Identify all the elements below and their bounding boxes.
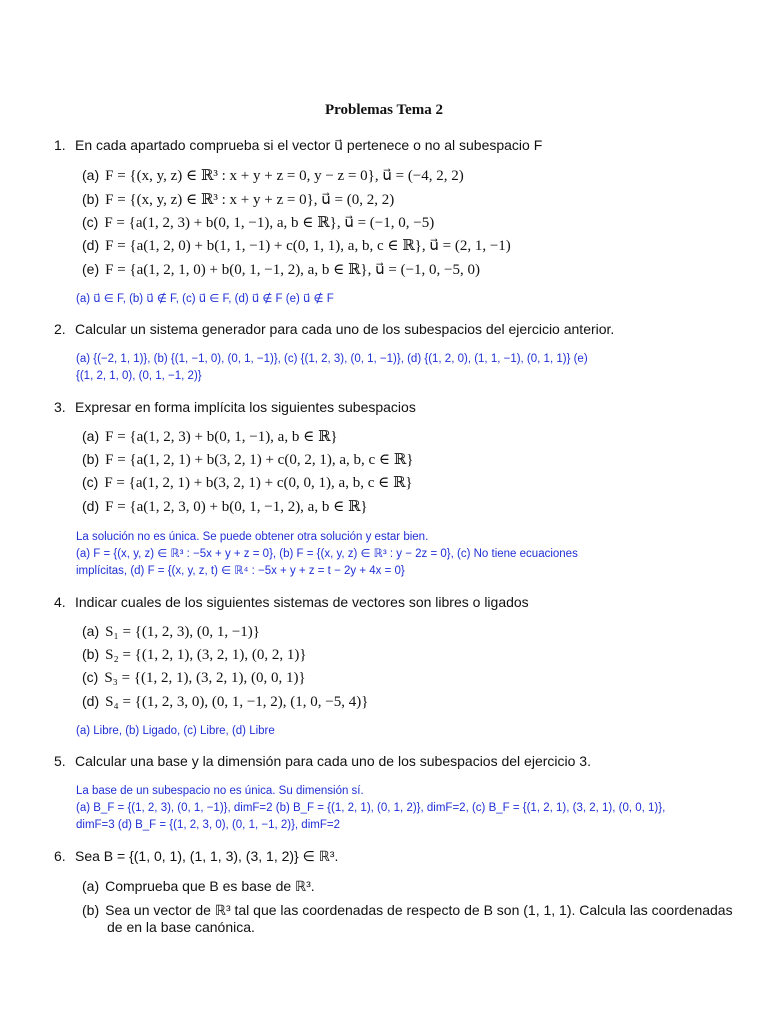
problem-statement: Expresar en forma implícita los siguientes subespacios xyxy=(75,399,416,415)
item-label: (e) xyxy=(82,261,100,277)
problem-4 xyxy=(54,593,734,611)
item-math: S₃ = {(1, 2, 1), (3, 2, 1), (0, 0, 1)} xyxy=(104,670,306,686)
problem-4-item-a xyxy=(82,622,742,641)
problem-2-solution xyxy=(76,351,736,385)
item-text: Comprueba que B es base de ℝ³. xyxy=(105,878,315,894)
solution-line: (a) Libre, (b) Ligado, (c) Libre, (d) Libre xyxy=(76,725,275,737)
solution-line: {(1, 2, 1, 0), (0, 1, −1, 2)} xyxy=(76,370,202,382)
item-text: Sea un vector de ℝ³ tal que las coordenadas de respecto de B son (1, 1, 1). Calcula las coordenadas xyxy=(105,902,733,918)
problem-5 xyxy=(54,752,734,770)
item-label: (b) xyxy=(82,451,100,467)
problem-4-solution xyxy=(76,723,736,740)
solution-line: (a) {(−2, 1, 1)}, (b) {(1, −1, 0), (0, 1, −1)}, (c) {(1, 2, 3), (0, 1, −1)}, (d) {(1, 2, 0), (1, 1, −1), (0, 1, 1)} (e) xyxy=(76,353,588,365)
solution-line: dimF=3 (d) B_F = {(1, 2, 3, 0), (0, 1, −1, 2)}, dimF=2 xyxy=(76,819,340,831)
problem-3-item-c xyxy=(82,473,742,492)
problem-3-solution xyxy=(76,529,736,580)
item-label: (d) xyxy=(82,498,100,514)
document-title: Problemas Tema 2 xyxy=(324,102,444,118)
problem-number: 4. xyxy=(54,594,66,610)
item-math: F = {a(1, 2, 1) + b(3, 2, 1) + c(0, 0, 1), a, b, c ∈ ℝ} xyxy=(104,475,413,491)
item-label: (a) xyxy=(82,623,100,639)
problem-6-item-b-continued xyxy=(107,918,767,936)
item-text: de en la base canónica. xyxy=(107,919,255,935)
item-math: F = {a(1, 2, 1) + b(3, 2, 1) + c(0, 2, 1), a, b, c ∈ ℝ} xyxy=(105,452,414,468)
problem-statement: Indicar cuales de los siguientes sistemas de vectores son libres o ligados xyxy=(75,594,529,610)
item-math: F = {a(1, 2, 0) + b(1, 1, −1) + c(0, 1, 1), a, b, c ∈ ℝ}, u⃗ = (2, 1, −1) xyxy=(105,238,511,254)
problem-6-item-a xyxy=(82,877,742,895)
problem-number: 1. xyxy=(54,137,66,153)
problem-4-item-b xyxy=(82,645,742,664)
item-math: F = {a(1, 2, 3) + b(0, 1, −1), a, b ∈ ℝ} xyxy=(105,429,338,445)
problem-1-item-b xyxy=(82,190,742,209)
item-math: F = {a(1, 2, 3) + b(0, 1, −1), a, b ∈ ℝ}, u⃗ = (−1, 0, −5) xyxy=(104,215,435,231)
problem-3 xyxy=(54,398,734,416)
problem-statement: En cada apartado comprueba si el vector u⃗ pertenece o no al subespacio F xyxy=(75,137,543,153)
item-math: S₂ = {(1, 2, 1), (3, 2, 1), (0, 2, 1)} xyxy=(105,647,307,663)
problem-5-solution xyxy=(76,783,736,834)
problem-2 xyxy=(54,320,734,338)
item-label: (a) xyxy=(82,878,100,894)
problem-number: 3. xyxy=(54,399,66,415)
solution-line: implícitas, (d) F = {(x, y, z, t) ∈ ℝ⁴ : −5x + y + z = t − 2y + 4x = 0} xyxy=(76,565,405,577)
solution-line: (a) F = {(x, y, z) ∈ ℝ³ : −5x + y + z = 0}, (b) F = {(x, y, z) ∈ ℝ³ : y − 2z = 0}, (c) No tiene ecuaciones xyxy=(76,548,578,560)
item-label: (d) xyxy=(82,693,100,709)
problem-1-item-a xyxy=(82,166,742,185)
item-math: S₁ = {(1, 2, 3), (0, 1, −1)} xyxy=(105,624,260,640)
item-math: F = {a(1, 2, 3, 0) + b(0, 1, −1, 2), a, b ∈ ℝ} xyxy=(105,499,368,515)
problem-4-item-c xyxy=(82,668,742,687)
solution-line: La solución no es única. Se puede obtener otra solución y estar bien. xyxy=(76,531,429,543)
problem-1-item-e xyxy=(82,260,742,279)
item-label: (a) xyxy=(82,428,100,444)
problem-number: 2. xyxy=(54,321,66,337)
problem-statement: Sea B = {(1, 0, 1), (1, 1, 3), (3, 1, 2)} ∈ ℝ³. xyxy=(75,848,339,864)
item-label: (c) xyxy=(82,214,99,230)
item-math: F = {(x, y, z) ∈ ℝ³ : x + y + z = 0, y − z = 0}, u⃗ = (−4, 2, 2) xyxy=(105,168,464,184)
item-label: (d) xyxy=(82,237,100,253)
problem-1-solution xyxy=(76,291,736,308)
problem-3-item-b xyxy=(82,450,742,469)
problem-number: 5. xyxy=(54,753,66,769)
item-label: (c) xyxy=(82,474,99,490)
item-label: (b) xyxy=(82,902,100,918)
item-math: F = {(x, y, z) ∈ ℝ³ : x + y + z = 0}, u⃗ = (0, 2, 2) xyxy=(105,192,395,208)
item-math: F = {a(1, 2, 1, 0) + b(0, 1, −1, 2), a, b ∈ ℝ}, u⃗ = (−1, 0, −5, 0) xyxy=(105,262,480,278)
item-label: (c) xyxy=(82,669,99,685)
solution-line: (a) u⃗ ∈ F, (b) u⃗ ∉ F, (c) u⃗ ∈ F, (d) u⃗ ∉ F (e) u⃗ ∉ F xyxy=(76,293,334,305)
problem-1 xyxy=(54,136,734,154)
solution-line: (a) B_F = {(1, 2, 3), (0, 1, −1)}, dimF=2 (b) B_F = {(1, 2, 1), (0, 1, 2)}, dimF=2, (c) B_F = {(1, 2, 1), (3, 2, 1), (0, 0, 1)}, xyxy=(76,802,666,814)
problem-1-item-d xyxy=(82,236,742,255)
solution-line: La base de un subespacio no es única. Su dimensión sí. xyxy=(76,785,364,797)
problem-4-item-d xyxy=(82,692,742,711)
problem-3-item-d xyxy=(82,497,742,516)
item-math: S₄ = {(1, 2, 3, 0), (0, 1, −1, 2), (1, 0, −5, 4)} xyxy=(105,694,369,710)
problem-statement: Calcular un sistema generador para cada uno de los subespacios del ejercicio anterior. xyxy=(75,321,615,337)
item-label: (a) xyxy=(82,167,100,183)
item-label: (b) xyxy=(82,646,100,662)
problem-1-item-c xyxy=(82,213,742,232)
problem-number: 6. xyxy=(54,848,66,864)
item-label: (b) xyxy=(82,191,100,207)
problem-6-item-b xyxy=(82,901,742,919)
problem-statement: Calcular una base y la dimensión para cada uno de los subespacios del ejercicio 3. xyxy=(75,753,591,769)
problem-3-item-a xyxy=(82,427,742,446)
problem-6 xyxy=(54,847,734,865)
